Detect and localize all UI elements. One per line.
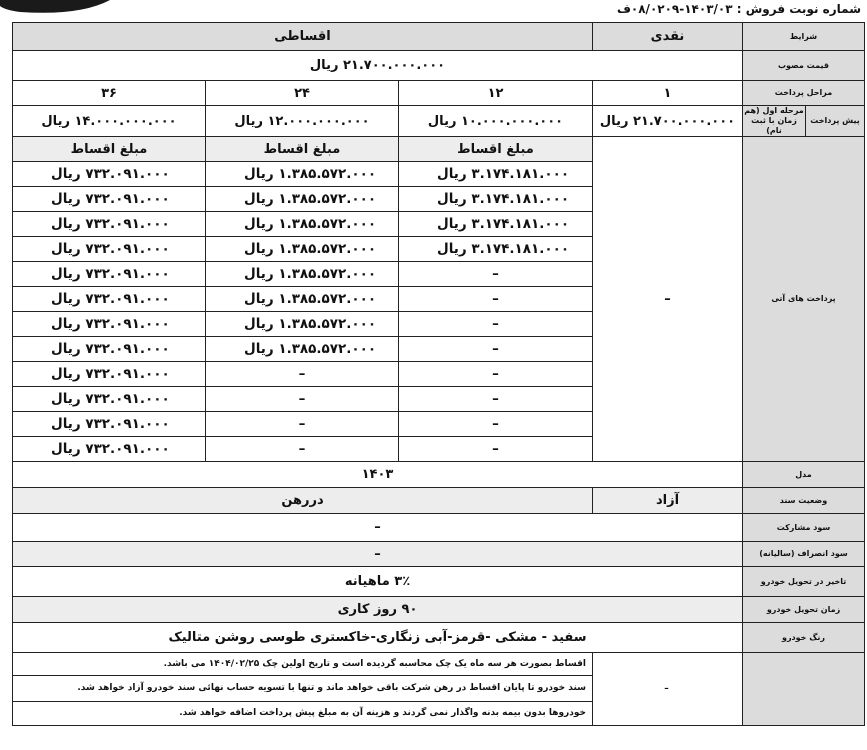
- installment-24: –: [206, 437, 399, 462]
- installment-24: –: [206, 387, 399, 412]
- stages-label: مراحل پرداخت: [743, 81, 865, 106]
- installment-36: ۷۳۲.۰۹۱.۰۰۰ ریال: [13, 312, 206, 337]
- installment-12: –: [399, 312, 593, 337]
- installment-12: ۳.۱۷۴.۱۸۱.۰۰۰ ریال: [399, 212, 593, 237]
- doc-status-installment: دررهن: [13, 488, 593, 514]
- section-header-row: [13, 23, 865, 51]
- doc-status-cash: آزاد: [593, 488, 743, 514]
- installment-12: ۳.۱۷۴.۱۸۱.۰۰۰ ریال: [399, 237, 593, 262]
- installment-24: ۱.۳۸۵.۵۷۲.۰۰۰ ریال: [206, 187, 399, 212]
- col-header-12: مبلغ اقساط: [399, 137, 593, 162]
- installment-24: ۱.۳۸۵.۵۷۲.۰۰۰ ریال: [206, 287, 399, 312]
- installment-header: اقساطی: [13, 23, 593, 51]
- stages-plan-36: ۳۶: [13, 81, 206, 106]
- partnership-value: –: [13, 514, 743, 542]
- installment-36: ۷۳۲.۰۹۱.۰۰۰ ریال: [13, 387, 206, 412]
- note-row: [13, 653, 865, 676]
- installment-36: ۷۳۲.۰۹۱.۰۰۰ ریال: [13, 262, 206, 287]
- doc-status-row: [13, 488, 865, 514]
- delay-value: ۳٪ ماهیانه: [13, 567, 743, 597]
- installment-12: –: [399, 362, 593, 387]
- sale-number-value: ۱۴۰۳/۰۳-۰۸/۰۲۰۹ف: [616, 2, 733, 16]
- prepay-outer-label: پیش پرداخت: [806, 106, 865, 137]
- note-line-2: سند خودرو تا پایان اقساط در رهن شرکت باقی خواهد ماند و تنها با تسویه حساب نهائی سند خودرو آزاد خواهد شد.: [13, 676, 593, 702]
- stages-plan-12: ۱۲: [399, 81, 593, 106]
- stages-cash: ۱: [593, 81, 743, 106]
- delivery-value: ۹۰ روز کاری: [13, 597, 743, 623]
- installment-24: –: [206, 412, 399, 437]
- price-row: [13, 51, 865, 81]
- stages-plan-24: ۲۴: [206, 81, 399, 106]
- installment-12: –: [399, 262, 593, 287]
- delay-label: تاخیر در تحویل خودرو: [743, 567, 865, 597]
- model-value: ۱۴۰۳: [13, 462, 743, 488]
- conditions-header: شرایط: [743, 23, 865, 51]
- installment-36: ۷۳۲.۰۹۱.۰۰۰ ریال: [13, 287, 206, 312]
- partnership-label: سود مشارکت: [743, 514, 865, 542]
- cancel-value: –: [13, 542, 743, 567]
- installment-24: ۱.۳۸۵.۵۷۲.۰۰۰ ریال: [206, 337, 399, 362]
- installment-36: ۷۳۲.۰۹۱.۰۰۰ ریال: [13, 437, 206, 462]
- installment-12: –: [399, 437, 593, 462]
- installment-24: ۱.۳۸۵.۵۷۲.۰۰۰ ریال: [206, 237, 399, 262]
- doc-status-label: وضعیت سند: [743, 488, 865, 514]
- installment-24: ۱.۳۸۵.۵۷۲.۰۰۰ ریال: [206, 262, 399, 287]
- prepay-row: [13, 106, 865, 137]
- installment-36: ۷۳۲.۰۹۱.۰۰۰ ریال: [13, 412, 206, 437]
- installment-24: ۱.۳۸۵.۵۷۲.۰۰۰ ریال: [206, 162, 399, 187]
- price-label: قیمت مصوب: [743, 51, 865, 81]
- note-line-1: اقساط بصورت هر سه ماه یک چک محاسبه گردیده است و تاریخ اولین چک ۱۴۰۴/۰۲/۲۵ می باشد.: [13, 653, 593, 676]
- future-payments-cash: –: [593, 137, 743, 462]
- prepay-plan-36: ۱۴.۰۰۰.۰۰۰.۰۰۰ ریال: [13, 106, 206, 137]
- future-header-row: [13, 137, 865, 162]
- price-value: ۲۱.۷۰۰.۰۰۰.۰۰۰ ریال: [13, 51, 743, 81]
- installment-12: –: [399, 337, 593, 362]
- delivery-row: [13, 597, 865, 623]
- installment-36: ۷۳۲.۰۹۱.۰۰۰ ریال: [13, 237, 206, 262]
- future-payments-label: پرداخت های آتی: [743, 137, 865, 462]
- note-line-3: خودروها بدون بیمه بدنه واگذار نمی گردند و هزینه آن به مبلغ پیش پرداخت اضافه خواهد شد.: [13, 702, 593, 726]
- color-label: رنگ خودرو: [743, 623, 865, 653]
- notes-cash: –: [593, 653, 743, 726]
- prepay-inner-label: مرحله اول (هم زمان با ثبت نام): [744, 106, 804, 135]
- prepay-plan-12: ۱۰.۰۰۰.۰۰۰.۰۰۰ ریال: [399, 106, 593, 137]
- installment-36: ۷۳۲.۰۹۱.۰۰۰ ریال: [13, 362, 206, 387]
- prepay-plan-24: ۱۲.۰۰۰.۰۰۰.۰۰۰ ریال: [206, 106, 399, 137]
- delay-row: [13, 567, 865, 597]
- installment-24: ۱.۳۸۵.۵۷۲.۰۰۰ ریال: [206, 212, 399, 237]
- logo-arc: [0, 0, 110, 16]
- stages-row: [13, 81, 865, 106]
- cancel-row: [13, 542, 865, 567]
- col-header-36: مبلغ اقساط: [13, 137, 206, 162]
- delivery-label: زمان تحویل خودرو: [743, 597, 865, 623]
- prepay-cash: ۲۱.۷۰۰.۰۰۰.۰۰۰ ریال: [593, 106, 743, 137]
- col-header-24: مبلغ اقساط: [206, 137, 399, 162]
- partnership-row: [13, 514, 865, 542]
- installment-36: ۷۳۲.۰۹۱.۰۰۰ ریال: [13, 337, 206, 362]
- model-label: مدل: [743, 462, 865, 488]
- installment-24: –: [206, 362, 399, 387]
- installment-12: –: [399, 287, 593, 312]
- notes-label-cell: [743, 653, 865, 726]
- model-row: [13, 462, 865, 488]
- installment-24: ۱.۳۸۵.۵۷۲.۰۰۰ ریال: [206, 312, 399, 337]
- cash-header: نقدی: [593, 23, 743, 51]
- sale-number-label: شماره نوبت فروش :: [736, 2, 861, 16]
- color-value: سفید - مشکی -قرمز-آبی زنگاری-خاکستری طوسی روشن متالیک: [13, 623, 743, 653]
- installment-36: ۷۳۲.۰۹۱.۰۰۰ ریال: [13, 162, 206, 187]
- installment-12: ۳.۱۷۴.۱۸۱.۰۰۰ ریال: [399, 187, 593, 212]
- installment-12: –: [399, 387, 593, 412]
- sale-number-header: [617, 1, 861, 18]
- cancel-label: سود انصراف (سالیانه): [743, 542, 865, 567]
- installment-36: ۷۳۲.۰۹۱.۰۰۰ ریال: [13, 187, 206, 212]
- sales-conditions-table: [12, 22, 865, 726]
- color-row: [13, 623, 865, 653]
- installment-12: ۳.۱۷۴.۱۸۱.۰۰۰ ریال: [399, 162, 593, 187]
- installment-36: ۷۳۲.۰۹۱.۰۰۰ ریال: [13, 212, 206, 237]
- installment-12: –: [399, 412, 593, 437]
